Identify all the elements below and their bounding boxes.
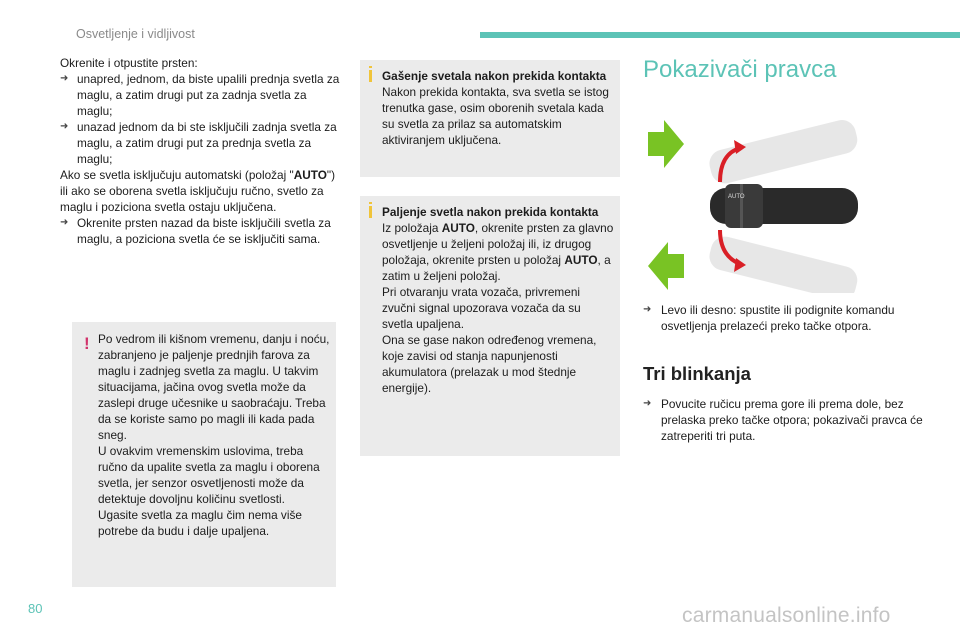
list-item: ➜ Povucite ručicu prema gore ili prema dole, bez prelaska preko tačke otpora; pokazivači pravca će zatreperiti tri puta. [643, 397, 923, 443]
info-icon [369, 70, 372, 82]
auto-paragraph: Ako se svetla isključuju automatski (položaj "AUTO") ili ako se oborena svetla isključuju ručno, svetlo za maglu i poziciona svetla ostaju uključena. [60, 168, 336, 214]
arrow-bullet-icon: ➜ [643, 304, 652, 315]
list-item: ➜ unapred, jednom, da biste upalili prednja svetla za maglu, a zatim drugi put za zadnja svetla za maglu; [60, 72, 340, 118]
arrow-bullet-icon: ➜ [60, 121, 69, 132]
list-item: ➜ Okrenite prsten nazad da biste isključili svetla za maglu, a poziciona svetla će se isključiti sama. [60, 216, 331, 246]
warning-paragraph: Ugasite svetla za maglu čim nema više potrebe da budu i dalje upaljena. [98, 508, 302, 538]
warning-box [72, 322, 336, 587]
arrow-bullet-icon: ➜ [643, 398, 652, 409]
intro-text: Okrenite i otpustite prsten: [60, 56, 198, 70]
info-paragraph: Iz položaja AUTO, okrenite prsten za glavno osvetljenje u željeni položaj ili, iz drugog položaja, okrenite prsten u položaj AUTO, a zatim u željeni položaj. [382, 221, 614, 283]
info-box-lights-on [360, 196, 620, 456]
arrow-bullet-icon: ➜ [60, 73, 69, 84]
turn-signal-stalk-diagram [640, 118, 858, 293]
info-icon [369, 206, 372, 218]
arrow-bullet-icon: ➜ [60, 217, 69, 228]
header-accent-bar [480, 32, 960, 38]
heading-turn-signals: Pokazivači pravca [643, 56, 837, 83]
info-paragraph: Ona se gase nakon određenog vremena, koje zavisi od stanja napunjenosti akumulatora (prelazak u mod štednje energije). [382, 333, 597, 395]
list-item: ➜ unazad jednom da bi ste isključili zadnja svetla za maglu, a zatim drugi put za prednja svetla za maglu; [60, 120, 337, 166]
info-paragraph: Pri otvaranju vrata vozača, privremeni zvučni signal upozorava vozača da su svetla upaljena. [382, 285, 581, 331]
heading-three-blinks: Tri blinkanja [643, 363, 751, 384]
left-arrow-icon [648, 242, 684, 290]
stalk-auto-label: AUTO [728, 194, 745, 200]
info-title: Paljenje svetla nakon prekida kontakta [382, 205, 599, 219]
warning-paragraph: U ovakvim vremenskim uslovima, treba ručno da upalite svetla za maglu i oborena svetla, jer senzor osvetljenosti može da detektuje dovoljnu količinu svetlosti. [98, 444, 320, 506]
page-number: 80 [28, 601, 43, 616]
right-arrow-icon [648, 120, 684, 168]
stalk-ghost-down [706, 234, 858, 293]
info-body: Nakon prekida kontakta, sva svetla se istog trenutka gase, osim oborenih svetala kada su svetla za prilaz sa automatskim aktiviranjem uključena. [382, 85, 609, 147]
warning-paragraph: Po vedrom ili kišnom vremenu, danju i noću, zabranjeno je paljenje prednjih farova za maglu i zadnjeg svetla za maglu. U takvim situacijama, jačina ovog svetla može da zaslepi druge učesnike u saobraćaju. Treba da se koriste samo po magli ili kada pada sneg. [98, 332, 330, 442]
info-box-lights-off [360, 60, 620, 177]
header-section-title: Osvetljenje i vidljivost [76, 27, 195, 41]
exclamation-icon: ! [84, 334, 90, 353]
info-title: Gašenje svetala nakon prekida kontakta [382, 69, 607, 83]
list-item: ➜ Levo ili desno: spustite ili podignite komandu osvetljenja prelazeći preko tačke otpora. [643, 303, 895, 333]
fog-light-instructions [60, 55, 342, 247]
watermark: carmanualsonline.info [682, 604, 891, 627]
